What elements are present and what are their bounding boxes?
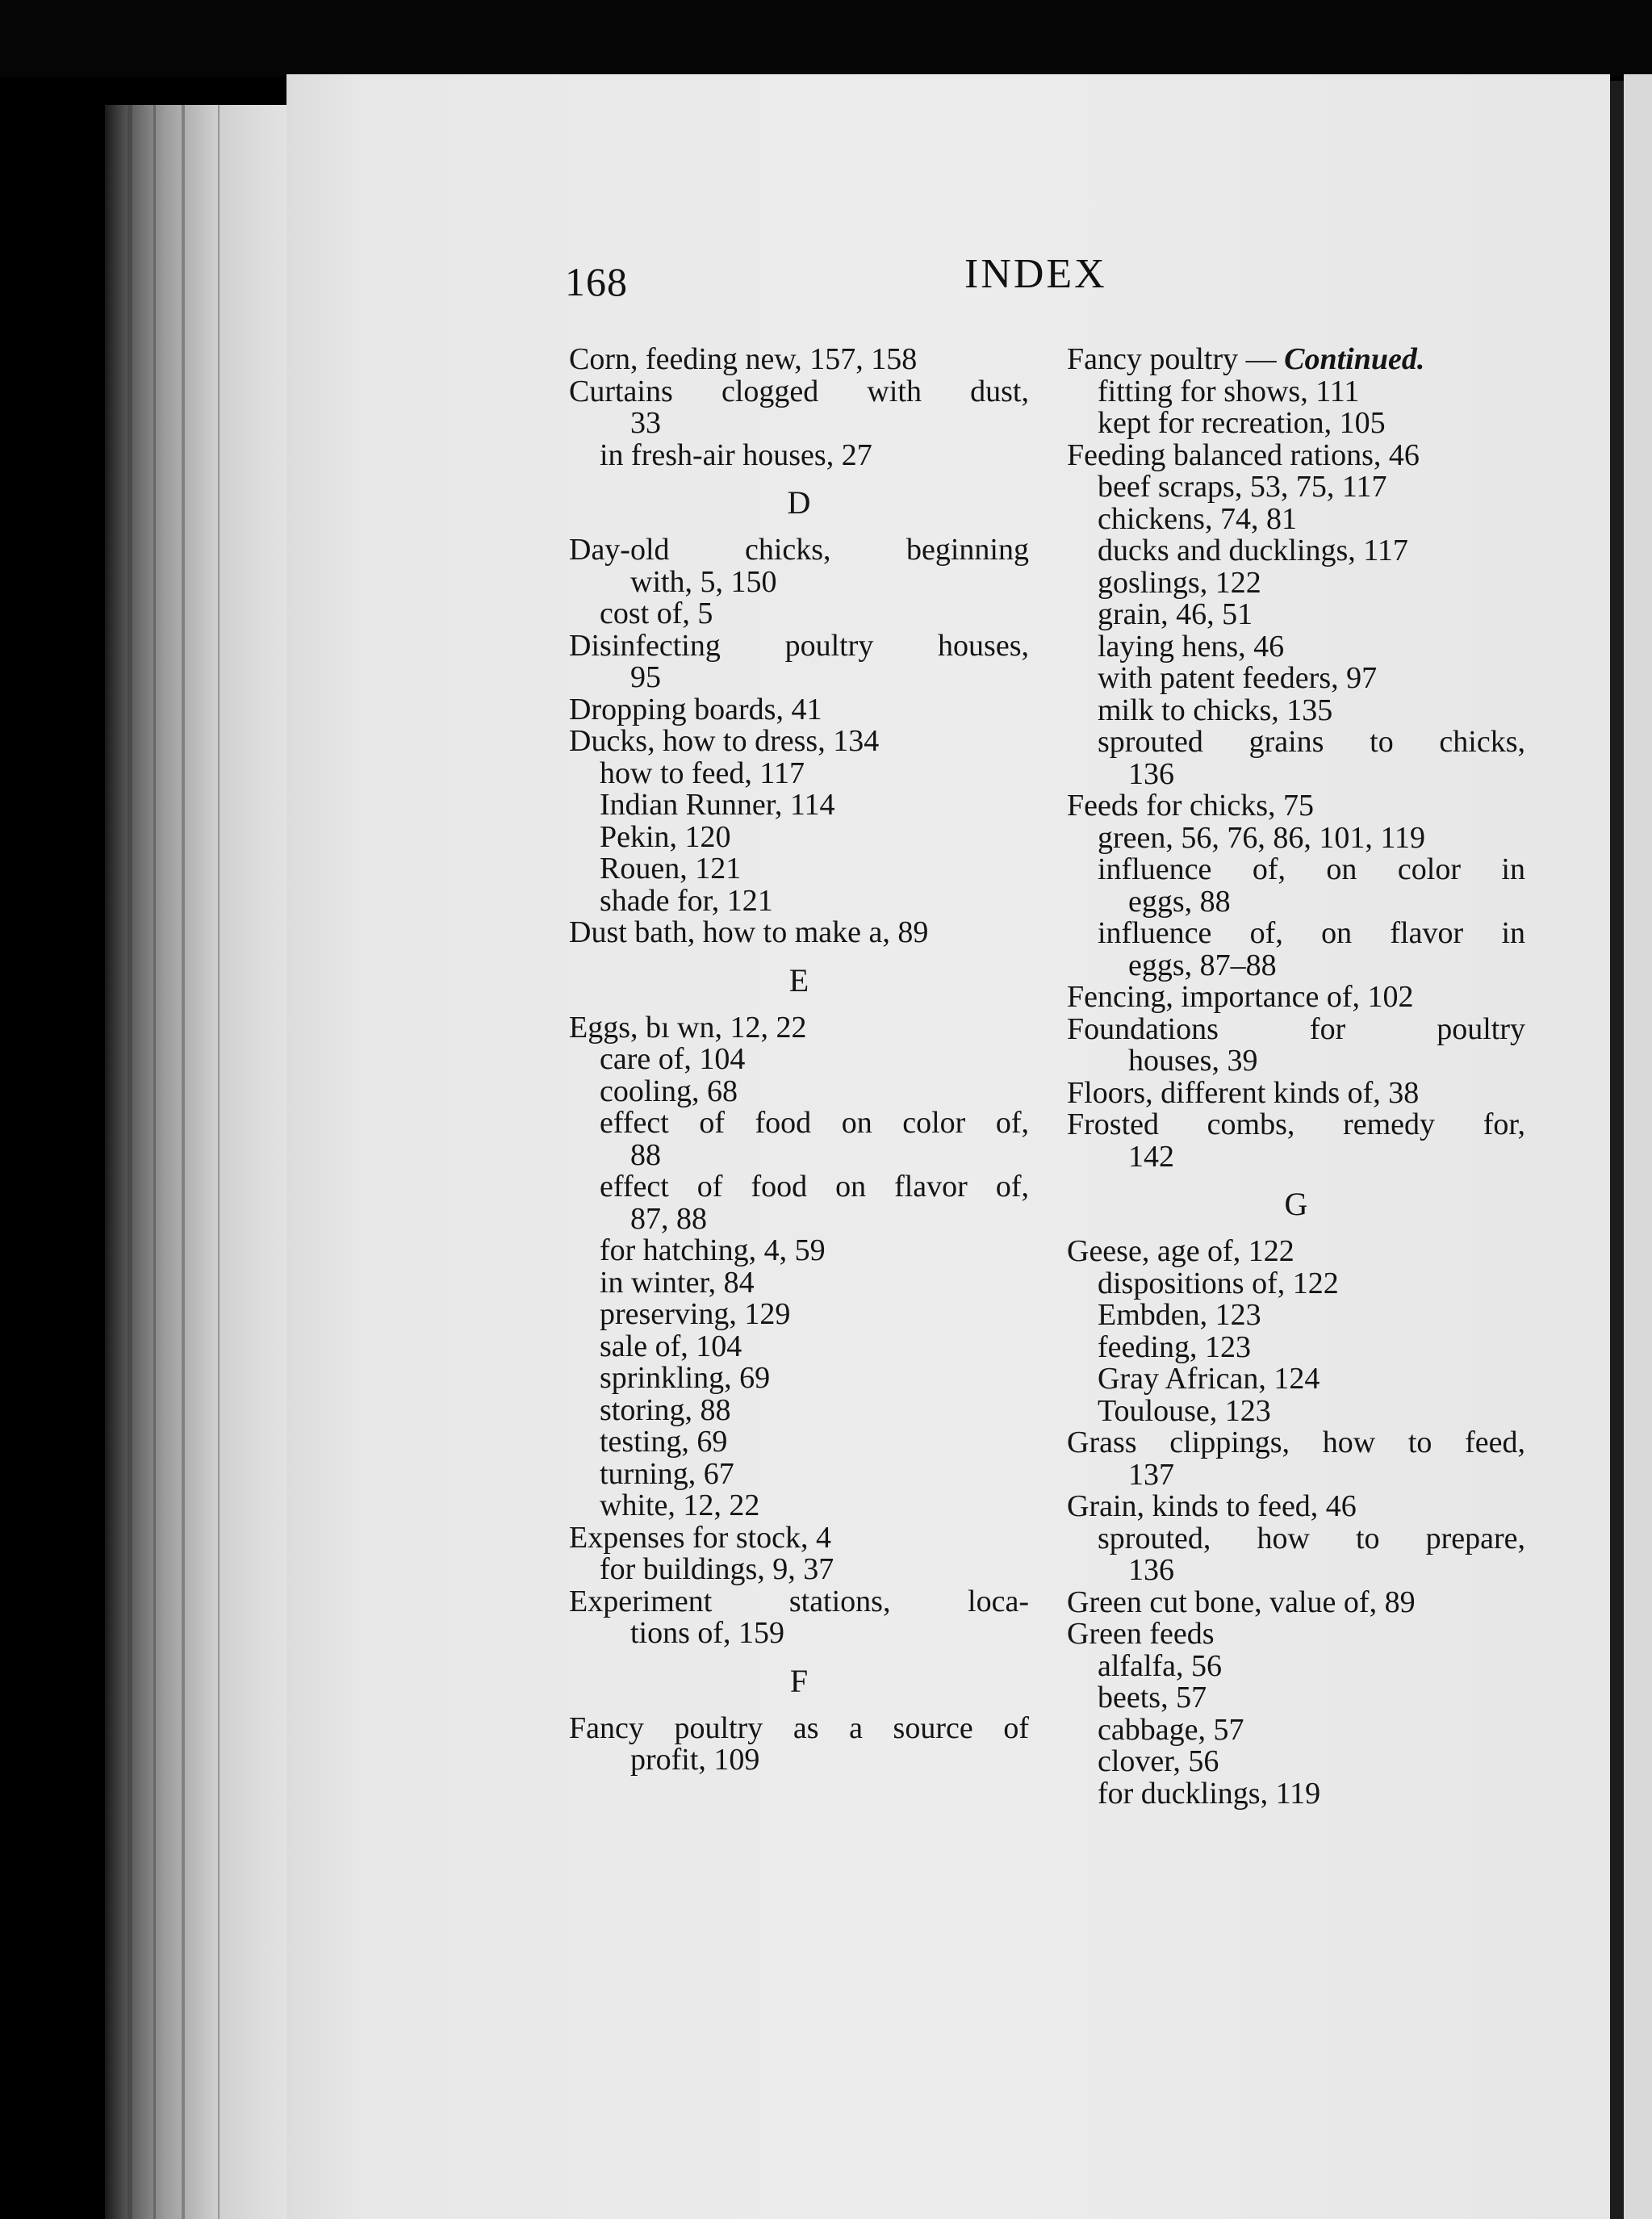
page-number: 168: [565, 259, 628, 304]
index-subentry: goslings, 122: [1098, 565, 1261, 600]
index-entry: Expenses for stock, 4: [569, 1520, 832, 1555]
index-subentry: Embden, 123: [1098, 1298, 1261, 1332]
index-subentry: Gray African, 124: [1098, 1362, 1320, 1396]
index-entry: Grass clippings, how to feed,: [1067, 1426, 1525, 1459]
index-subentry: feeding, 123: [1098, 1329, 1251, 1364]
index-subentry: Toulouse, 123: [1098, 1393, 1271, 1428]
index-subentry: milk to chicks, 135: [1098, 693, 1333, 727]
index-subentry: testing, 69: [600, 1425, 728, 1459]
continued-label: Continued.: [1284, 342, 1425, 376]
index-entry: Grain, kinds to feed, 46: [1067, 1489, 1357, 1523]
index-entry: Ducks, how to dress, 134: [569, 724, 880, 758]
index-entry: Dust bath, how to make a, 89: [569, 915, 929, 949]
index-subentry: effect of food on color of,: [600, 1106, 1029, 1140]
index-entry: Fencing, importance of, 102: [1067, 980, 1414, 1014]
index-subentry: laying hens, 46: [1098, 629, 1285, 664]
index-entry-continuation: 136: [1128, 756, 1174, 791]
index-entry: Green cut bone, value of, 89: [1067, 1585, 1416, 1619]
index-entry-continuation: 137: [1128, 1457, 1174, 1492]
index-entry-continuation: 136: [1128, 1553, 1174, 1587]
index-subentry: influence of, on flavor in: [1098, 916, 1525, 950]
index-subentry: ducks and ducklings, 117: [1098, 534, 1408, 567]
index-entry-continuation: tions of, 159: [630, 1616, 785, 1650]
index-subentry: for buildings, 9, 37: [600, 1552, 834, 1586]
index-subentry: turning, 67: [600, 1456, 734, 1491]
index-entry-continuation: with, 5, 150: [630, 564, 777, 599]
index-entry: Dropping boards, 41: [569, 692, 822, 726]
index-subentry: sprinkling, 69: [600, 1361, 771, 1395]
index-subentry: for hatching, 4, 59: [600, 1233, 826, 1267]
index-subentry: shade for, 121: [600, 883, 773, 918]
book-binding-edge: [105, 105, 307, 2219]
index-subentry: dispositions of, 122: [1098, 1266, 1339, 1300]
index-entry: Experiment stations, loca-: [569, 1584, 1029, 1618]
index-subentry: with patent feeders, 97: [1098, 661, 1378, 695]
index-subentry: kept for recreation, 105: [1098, 406, 1386, 440]
index-subentry: clover, 56: [1098, 1744, 1219, 1778]
index-entry: Geese, age of, 122: [1067, 1234, 1294, 1268]
index-column-left: [569, 344, 1029, 1777]
index-column-right: [1067, 344, 1525, 1810]
index-entry: Fancy poultry as a source of: [569, 1710, 1029, 1745]
page-title: INDEX: [964, 251, 1107, 297]
index-subentry: Pekin, 120: [600, 819, 731, 854]
index-entry-continuation: profit, 109: [630, 1743, 760, 1777]
index-entry: Frosted combs, remedy for,: [1067, 1107, 1525, 1141]
index-subentry: fitting for shows, 111: [1098, 374, 1360, 408]
index-entry: Feeds for chicks, 75: [1067, 789, 1315, 823]
index-entry-continuation: eggs, 87–88: [1128, 948, 1277, 982]
index-subentry: preserving, 129: [600, 1297, 791, 1331]
index-subentry: cooling, 68: [600, 1074, 738, 1108]
index-entry: [1067, 344, 1525, 376]
index-subentry: sale of, 104: [600, 1329, 742, 1363]
index-subentry: how to feed, 117: [600, 756, 805, 790]
index-entry-continuation: 33: [630, 406, 661, 440]
index-subentry: alfalfa, 56: [1098, 1648, 1223, 1683]
index-entry-continuation: 87, 88: [630, 1201, 707, 1236]
index-subentry: Rouen, 121: [600, 852, 742, 886]
section-letter: E: [788, 961, 809, 999]
index-entry: Disinfecting poultry houses,: [569, 628, 1029, 663]
index-subentry: white, 12, 22: [600, 1488, 760, 1522]
index-entry-continuation: houses, 39: [1128, 1044, 1258, 1078]
index-entry: Day-old chicks, beginning: [569, 533, 1029, 567]
index-subentry: beef scraps, 53, 75, 117: [1098, 470, 1387, 504]
index-subentry: sprouted grains to chicks,: [1098, 725, 1525, 759]
page-header: [565, 250, 1517, 315]
index-subentry: cabbage, 57: [1098, 1712, 1244, 1747]
index-subentry: in fresh-air houses, 27: [600, 438, 872, 472]
index-subentry: sprouted, how to prepare,: [1098, 1521, 1525, 1555]
index-subentry: Indian Runner, 114: [600, 788, 835, 822]
index-entry: Feeding balanced rations, 46: [1067, 438, 1420, 472]
index-subentry: for ducklings, 119: [1098, 1776, 1321, 1811]
index-subentry: care of, 104: [600, 1042, 746, 1076]
index-entry-continuation: 142: [1128, 1139, 1174, 1174]
scan-border-right: [1624, 74, 1652, 2219]
index-entry-continuation: 95: [630, 660, 661, 694]
section-letter: F: [789, 1662, 809, 1699]
index-entry: Green feeds: [1067, 1617, 1215, 1651]
index-subentry: effect of food on flavor of,: [600, 1170, 1029, 1204]
index-subentry: green, 56, 76, 86, 101, 119: [1098, 820, 1425, 855]
index-subentry: in winter, 84: [600, 1265, 755, 1300]
index-entry-text: Fancy poultry —: [1067, 342, 1285, 376]
index-entry-continuation: 88: [630, 1137, 661, 1172]
index-entry-continuation: eggs, 88: [1128, 884, 1231, 919]
index-entry: Curtains clogged with dust,: [569, 374, 1029, 408]
index-subentry: cost of, 5: [600, 597, 713, 630]
index-entry: Foundations for poultry: [1067, 1011, 1525, 1046]
index-subentry: beets, 57: [1098, 1681, 1207, 1714]
index-entry: Eggs, bı wn, 12, 22: [569, 1010, 807, 1045]
index-entry: Corn, feeding new, 157, 158: [569, 342, 918, 376]
index-subentry: chickens, 74, 81: [1098, 501, 1297, 536]
page-edge-shadow: [1610, 81, 1624, 2219]
index-subentry: grain, 46, 51: [1098, 597, 1253, 631]
section-letter: D: [787, 484, 811, 521]
section-letter: G: [1284, 1186, 1308, 1222]
index-entry: Floors, different kinds of, 38: [1067, 1075, 1420, 1110]
scan-border-top: [0, 0, 1652, 77]
index-subentry: influence of, on color in: [1098, 852, 1525, 886]
index-subentry: storing, 88: [600, 1392, 731, 1427]
